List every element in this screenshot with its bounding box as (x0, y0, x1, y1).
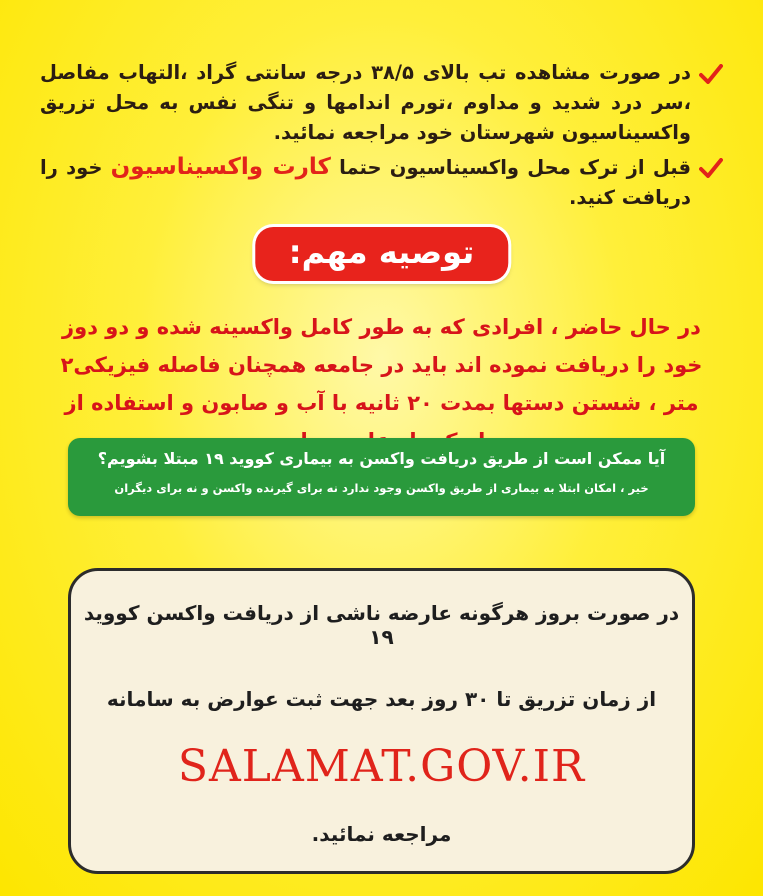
faq-box (68, 438, 695, 516)
important-lead: در حال حاضر ، (550, 315, 701, 339)
instruction-item (40, 152, 723, 213)
notice-line-4: مراجعه نمائید. (311, 822, 452, 846)
instruction-text-after: خود را دریافت کنید. (40, 156, 691, 209)
important-recommendation-badge: توصیه مهم: (255, 227, 508, 281)
notice-line-2: از زمان تزریق تا ۳۰ روز بعد جهت ثبت عوارض به سامانه (106, 687, 657, 711)
faq-answer: خیر ، امکان ابتلا به بیماری از طریق واکسن وجود ندارد نه برای گیرنده واکسن و نه برای دیگران (114, 481, 649, 495)
checkmark-icon (699, 158, 723, 178)
side-effects-notice-card (68, 568, 695, 874)
vaccination-card-highlight: کارت واکسیناسیون (110, 154, 331, 180)
notice-line-1: در صورت بروز هرگونه عارضه ناشی از دریافت واکسن کووید ۱۹ (83, 601, 680, 649)
faq-question: آیا ممکن است از طریق دریافت واکسن به بیماری کووید ۱۹ مبتلا بشویم؟ (97, 449, 666, 468)
important-body: افرادی که به طور کامل واکسینه شده و دو دوز خود را دریافت نموده اند باید در جامعه همچنان فاصله فیزیکی۲ متر ، شستن دستها بمدت ۲۰ ثانیه با آب و صابون و استفاده از (60, 315, 703, 415)
instruction-item (40, 58, 723, 148)
instruction-text: در صورت مشاهده تب بالای ۳۸/۵ درجه سانتی گراد ،التهاب مفاصل ،سر درد شدید و مداوم ،تورم اندامها و تنگی نفس به محل تزریق واکسیناسیون شهرستان خود مراجعه نمائید. (40, 61, 691, 144)
instruction-text-before: قبل از ترک محل واکسیناسیون حتما (339, 156, 691, 179)
checkmark-icon (699, 64, 723, 84)
instructions-list (40, 58, 723, 213)
website-link[interactable]: SALAMAT.GOV.IR (177, 741, 586, 792)
